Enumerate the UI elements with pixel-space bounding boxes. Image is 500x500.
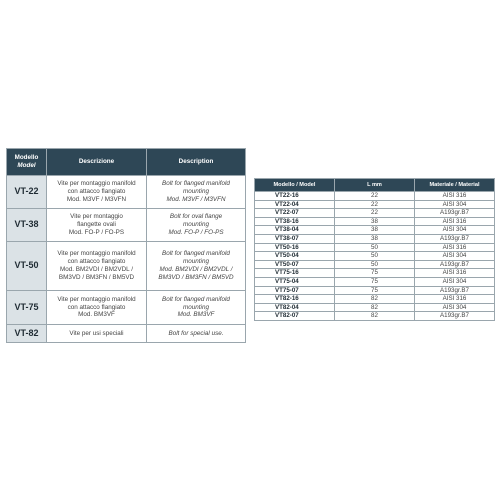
material-cell: A193gr.B7 <box>415 286 495 295</box>
length-cell: 82 <box>335 295 415 304</box>
description-line: Mod. M3VF / M3VFN <box>66 195 127 203</box>
description-line: Mod. FO-P / FO-PS <box>168 228 224 236</box>
description-line: Mod. BM3VF <box>177 311 215 319</box>
table-row <box>255 312 495 321</box>
length-cell: 38 <box>335 234 415 243</box>
description-line: flangette ovali <box>77 221 116 229</box>
description-line: BM3VD / BM3FN / BM5VD <box>58 273 135 281</box>
table-row <box>7 291 246 325</box>
description-line: Bolt for flanged manifold <box>162 250 230 258</box>
material-cell: AISI 304 <box>415 252 495 261</box>
model-code-cell: VT-38 <box>7 209 47 242</box>
length-cell: 75 <box>335 277 415 286</box>
descrizione-cell <box>47 209 147 242</box>
material-cell: AISI 316 <box>415 243 495 252</box>
description-cell <box>147 209 246 242</box>
material-cell: AISI 316 <box>415 192 495 201</box>
description-line: Vite per usi speciali <box>69 329 124 337</box>
length-cell: 38 <box>335 226 415 235</box>
table-row <box>255 243 495 252</box>
description-line: con attacco flangiato <box>67 258 126 266</box>
model-cell: VT75-07 <box>255 286 335 295</box>
material-cell: AISI 316 <box>415 217 495 226</box>
model-code-cell: VT-75 <box>7 291 47 325</box>
description-line: Bolt for oval flange <box>169 213 223 221</box>
description-line: Mod. FO-P / FO-PS <box>68 228 125 236</box>
length-cell: 38 <box>335 217 415 226</box>
model-cell: VT50-16 <box>255 243 335 252</box>
description-line: mounting <box>183 258 209 266</box>
model-cell: VT22-16 <box>255 192 335 201</box>
material-cell: A193gr.B7 <box>415 209 495 218</box>
bolt-spec-table <box>254 178 495 321</box>
table-row <box>255 286 495 295</box>
description-line: mounting <box>183 303 209 311</box>
material-cell: AISI 304 <box>415 303 495 312</box>
description-line: Bolt for flanged manifold <box>162 295 230 303</box>
descrizione-cell <box>47 291 147 325</box>
table-row <box>7 209 246 242</box>
material-cell: A193gr.B7 <box>415 312 495 321</box>
material-cell: A193gr.B7 <box>415 234 495 243</box>
table-row <box>255 234 495 243</box>
table-row <box>255 252 495 261</box>
descrizione-cell <box>47 242 147 291</box>
description-line: mounting <box>183 221 209 229</box>
material-cell: AISI 304 <box>415 226 495 235</box>
description-line: con attacco flangiato <box>67 188 126 196</box>
model-cell: VT82-07 <box>255 312 335 321</box>
description-line: Vite per montaggio manifold <box>57 180 136 188</box>
material-cell: A193gr.B7 <box>415 260 495 269</box>
length-cell: 75 <box>335 286 415 295</box>
description-line: Bolt for flanged manifold <box>162 180 230 188</box>
bolt-description-table <box>6 148 246 343</box>
length-cell: 82 <box>335 312 415 321</box>
description-cell <box>147 176 246 209</box>
material-cell: AISI 316 <box>415 269 495 278</box>
table-row <box>7 242 246 291</box>
spec-material-header: Materiale / Material <box>415 179 495 192</box>
descrizione-cell <box>47 325 147 343</box>
description-line: Vite per montaggio <box>70 213 123 221</box>
model-cell: VT82-16 <box>255 295 335 304</box>
length-cell: 50 <box>335 252 415 261</box>
description-column-header: Description <box>147 149 246 176</box>
model-header-en: Model <box>17 162 36 169</box>
description-line: Bolt for special use. <box>168 329 224 337</box>
model-cell: VT38-07 <box>255 234 335 243</box>
table-row <box>255 226 495 235</box>
table-row <box>255 303 495 312</box>
description-line: Vite per montaggio manifold <box>57 250 136 258</box>
description-cell <box>147 291 246 325</box>
material-cell: AISI 316 <box>415 295 495 304</box>
spec-length-header: L mm <box>335 179 415 192</box>
length-cell: 75 <box>335 269 415 278</box>
description-line: BM3VD / BM3FN / BM5VD <box>158 273 234 281</box>
model-code-cell: VT-50 <box>7 242 47 291</box>
table-row <box>255 217 495 226</box>
table-row <box>255 192 495 201</box>
table-row <box>255 295 495 304</box>
table-row <box>255 277 495 286</box>
model-cell: VT38-16 <box>255 217 335 226</box>
table-row <box>255 200 495 209</box>
model-cell: VT82-04 <box>255 303 335 312</box>
description-cell <box>147 242 246 291</box>
length-cell: 50 <box>335 260 415 269</box>
model-code-cell: VT-22 <box>7 176 47 209</box>
model-cell: VT22-07 <box>255 209 335 218</box>
descrizione-column-header: Descrizione <box>47 149 147 176</box>
model-cell: VT50-04 <box>255 252 335 261</box>
length-cell: 22 <box>335 200 415 209</box>
length-cell: 82 <box>335 303 415 312</box>
material-cell: AISI 304 <box>415 200 495 209</box>
table-row <box>7 176 246 209</box>
table-row <box>7 325 246 343</box>
material-cell: AISI 304 <box>415 277 495 286</box>
description-line: Mod. BM2VDI / BM2VDL / <box>159 266 233 273</box>
description-cell <box>147 325 246 343</box>
model-cell: VT50-07 <box>255 260 335 269</box>
model-header-it: Modello <box>14 154 39 162</box>
spec-model-header: Modello / Model <box>255 179 335 192</box>
description-line: Mod. M3VF / M3VFN <box>166 195 226 203</box>
description-line: Vite per montaggio manifold <box>57 295 136 303</box>
table-row <box>255 209 495 218</box>
table-row <box>255 260 495 269</box>
description-line: mounting <box>183 188 209 196</box>
length-cell: 50 <box>335 243 415 252</box>
spec-header-row <box>255 179 495 192</box>
model-cell: VT75-04 <box>255 277 335 286</box>
description-line: Mod. BM2VDI / BM2VDL / <box>60 266 133 273</box>
length-cell: 22 <box>335 209 415 218</box>
description-line: Mod. BM3VF <box>78 311 115 319</box>
header-row <box>7 149 246 176</box>
table-row <box>255 269 495 278</box>
spec-table-body <box>255 192 495 321</box>
model-cell: VT75-16 <box>255 269 335 278</box>
model-cell: VT38-04 <box>255 226 335 235</box>
model-code-cell: VT-82 <box>7 325 47 343</box>
description-line: con attacco flangiato <box>67 303 126 311</box>
model-cell: VT22-04 <box>255 200 335 209</box>
descrizione-cell <box>47 176 147 209</box>
model-column-header <box>7 149 47 176</box>
length-cell: 22 <box>335 192 415 201</box>
left-table-body <box>7 176 246 343</box>
